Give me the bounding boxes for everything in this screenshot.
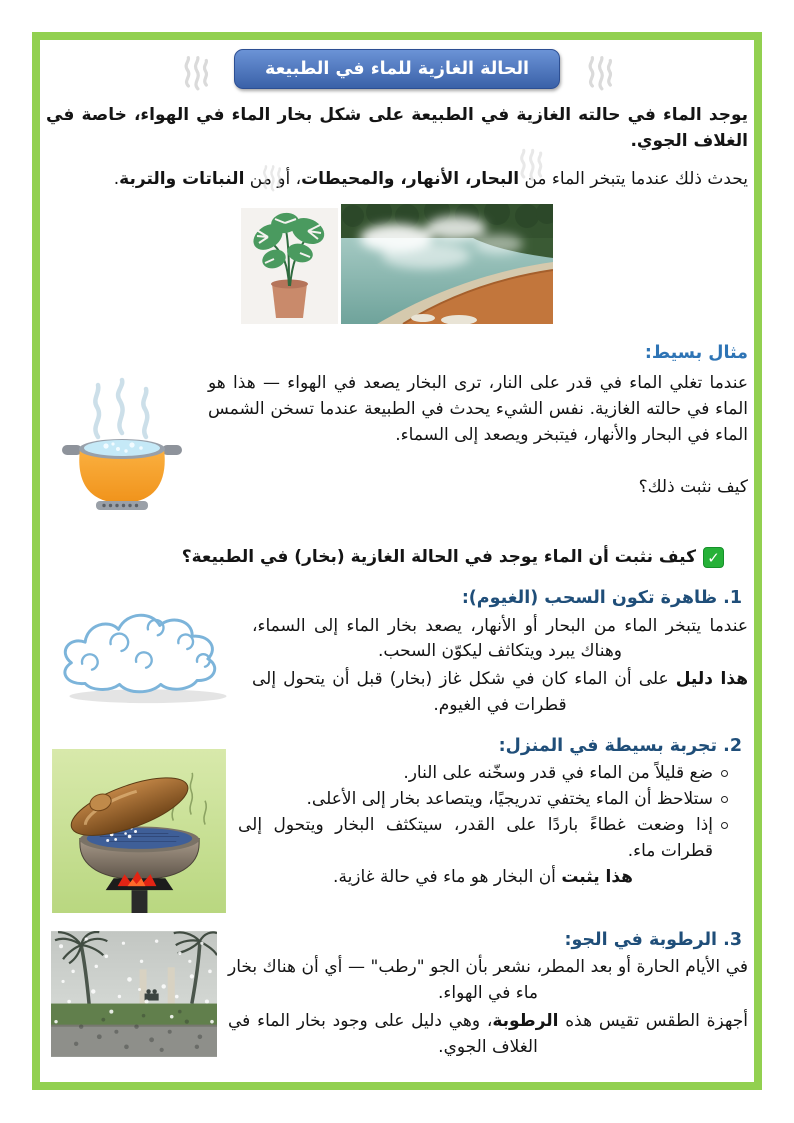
list-item: [238, 813, 728, 865]
steam-icon: [514, 140, 546, 182]
intro-paragraph-2: [46, 167, 748, 193]
title-row: [46, 47, 748, 91]
example-heading: مثال بسيط:: [644, 343, 748, 364]
bullet-text: إذا وضعت غطاءً باردًا على القدر، سيتكثف البخار ويتحول إلى قطرات ماء.: [238, 815, 713, 861]
item-2-text: [238, 733, 748, 913]
item-2-heading: [238, 733, 748, 760]
images-row: [46, 204, 748, 324]
steam-icon: [582, 47, 616, 91]
intro-bold-plants: النباتات والتربة: [119, 168, 245, 189]
item-number: 1.: [723, 587, 742, 608]
list-item-experiment: [46, 733, 748, 913]
list-item: [238, 761, 728, 787]
item-3-body-2: [228, 1009, 748, 1061]
potted-plant-image: [241, 208, 338, 324]
boiling-pot-image: [46, 371, 198, 525]
page-title-text: الحالة الغازية للماء في الطبيعة: [264, 58, 530, 79]
item-heading-text: ظاهرة تكون السحب (الغيوم):: [461, 587, 718, 608]
intro-text: يحدث ذلك عندما يتبخر الماء من: [519, 168, 748, 189]
circle-bullet-icon: [721, 796, 728, 803]
item-1-body: عندما يتبخر الماء من البحار أو الأنهار، يصعد بخار الماء إلى السماء، وهناك يبرد ويتكاثف ليكوّن السحب.: [252, 615, 748, 662]
example-question: كيف نثبت ذلك؟: [638, 476, 748, 497]
example-section: [46, 371, 748, 525]
list-item: [238, 787, 728, 813]
main-question: [46, 545, 748, 571]
steam-icon: [258, 158, 284, 192]
page-content: [46, 42, 748, 1061]
main-question-text: كيف نثبت أن الماء يوجد في الحالة الغازية (بخار) في الطبيعة؟: [181, 547, 696, 568]
hot-spring-image: [341, 204, 553, 324]
item-3-heading: [228, 927, 748, 954]
checkmark-icon: ✓: [703, 547, 724, 568]
bullet-text: ضع قليلاً من الماء في قدر وسخّنه على النار.: [403, 763, 713, 784]
circle-bullet-icon: [721, 822, 728, 829]
item-number: 2.: [723, 735, 742, 756]
intro-text: ، أو من: [244, 168, 302, 189]
conclusion-bold: هذا يثبت: [561, 866, 633, 887]
example-body: عندما تغلي الماء في قدر على النار، ترى البخار يصعد في الهواء — هذا هو الماء في حالته الغازية. نفس الشيء يحدث في الطبيعة عندما تسخن الشمس الماء في البحار والأنهار، فيتبخر ويصعد إلى السماء.: [208, 373, 748, 445]
item-3-text: [228, 927, 748, 1061]
list-item-clouds: [46, 585, 748, 719]
page-title: [234, 49, 560, 90]
item-heading-text: الرطوبة في الجو:: [564, 929, 718, 950]
steam-icon: [178, 47, 212, 91]
item-3-body: في الأيام الحارة أو بعد المطر، نشعر بأن الجو "رطب" — أي أن هناك بخار ماء في الهواء.: [228, 957, 748, 1004]
cloud-image: [46, 597, 246, 707]
experiment-steps: [238, 761, 748, 890]
intro-paragraph-1: يوجد الماء في حالته الغازية في الطبيعة على شكل بخار الماء في الهواء، خاصة في الغلاف الجوي.: [46, 105, 748, 151]
intro-text: .: [113, 168, 120, 189]
bullet-text: ستلاحظ أن الماء يختفي تدريجيًا، ويتصاعد بخار إلى الأعلى.: [306, 789, 713, 810]
list-item-humidity: [46, 927, 748, 1061]
item-1-conclusion: [252, 667, 748, 719]
circle-bullet-icon: [721, 770, 728, 777]
conclusion-bold: هذا دليل: [675, 669, 748, 690]
item-1-text: [252, 585, 748, 719]
conclusion-rest: أن البخار هو ماء في حالة غازية.: [333, 866, 562, 887]
example-text: [208, 371, 748, 500]
item-number: 3.: [723, 929, 742, 950]
intro-bold-seas: البحار، الأنهار، والمحيطات: [301, 168, 520, 189]
pot-with-lid-image: [46, 733, 232, 913]
body-text: أجهزة الطقس تقيس هذه: [558, 1011, 748, 1032]
body-text: ، وهي دليل على وجود بخار الماء في الغلاف الجوي.: [228, 1011, 538, 1057]
humidity-bold: الرطوبة: [492, 1011, 559, 1032]
item-1-heading: [252, 585, 748, 612]
rainy-window-image: [46, 927, 222, 1061]
item-heading-text: تجربة بسيطة في المنزل:: [498, 735, 718, 756]
conclusion-rest: على أن الماء كان في شكل غاز (بخار) قبل أن يتحول إلى قطرات في الغيوم.: [252, 669, 676, 715]
item-2-conclusion: [238, 865, 728, 891]
